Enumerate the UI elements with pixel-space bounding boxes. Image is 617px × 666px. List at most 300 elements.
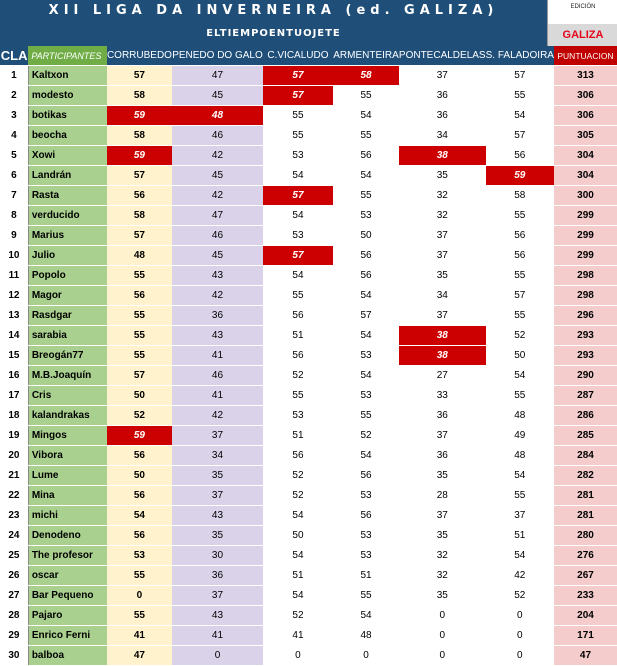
score-cell: 59: [107, 426, 172, 446]
rank-cell: 2: [0, 86, 28, 106]
total-cell: 296: [554, 306, 617, 326]
header-participants: PARTICIPANTES: [28, 46, 106, 66]
score-cell: 35: [172, 526, 263, 546]
total-cell: 285: [554, 426, 617, 446]
score-cell: 58: [486, 186, 554, 206]
participant-name: modesto: [28, 86, 106, 106]
score-cell: 57: [263, 86, 333, 106]
score-cell: 50: [107, 386, 172, 406]
score-cell: 51: [263, 326, 333, 346]
score-cell: 53: [333, 346, 399, 366]
participant-name: Mingos: [28, 426, 106, 446]
score-cell: 0: [486, 646, 554, 666]
total-cell: 306: [554, 86, 617, 106]
score-cell: 56: [333, 506, 399, 526]
score-cell: 55: [107, 306, 172, 326]
score-cell: 54: [333, 446, 399, 466]
score-cell: 0: [107, 586, 172, 606]
score-cell: 55: [107, 606, 172, 626]
total-cell: 299: [554, 246, 617, 266]
table-row: [0, 206, 617, 226]
score-cell: 43: [172, 506, 263, 526]
score-cell: 57: [107, 226, 172, 246]
table-row: [0, 106, 617, 126]
table-row: [0, 386, 617, 406]
rank-cell: 14: [0, 326, 28, 346]
score-cell: 56: [263, 346, 333, 366]
rank-cell: 9: [0, 226, 28, 246]
score-cell: 46: [172, 366, 263, 386]
score-cell: 57: [107, 166, 172, 186]
score-cell: 37: [172, 426, 263, 446]
rank-cell: 3: [0, 106, 28, 126]
score-cell: 55: [333, 586, 399, 606]
score-cell: 54: [263, 546, 333, 566]
total-cell: 293: [554, 346, 617, 366]
score-cell: 41: [172, 626, 263, 646]
score-cell: 35: [399, 166, 486, 186]
score-cell: 46: [172, 126, 263, 146]
score-cell: 37: [399, 306, 486, 326]
table-row: [0, 226, 617, 246]
score-cell: 0: [486, 626, 554, 646]
score-cell: 51: [263, 426, 333, 446]
header-station: CORRUBEDO: [107, 46, 172, 66]
score-cell: 51: [263, 566, 333, 586]
score-cell: 45: [172, 246, 263, 266]
score-cell: 56: [333, 266, 399, 286]
participant-name: kalandrakas: [28, 406, 106, 426]
score-cell: 53: [263, 226, 333, 246]
score-cell: 56: [263, 446, 333, 466]
rank-cell: 18: [0, 406, 28, 426]
table-row: [0, 126, 617, 146]
rank-cell: 29: [0, 626, 28, 646]
rank-cell: 23: [0, 506, 28, 526]
score-cell: 55: [486, 306, 554, 326]
score-cell: 54: [333, 326, 399, 346]
participant-name: Breogán77: [28, 346, 106, 366]
score-cell: 55: [333, 126, 399, 146]
rank-cell: 24: [0, 526, 28, 546]
score-cell: 56: [333, 146, 399, 166]
header-cla: CLA: [0, 46, 28, 66]
rank-cell: 12: [0, 286, 28, 306]
header-station: S. FALADOIRA: [486, 46, 554, 66]
table-row: [0, 506, 617, 526]
score-cell: 52: [333, 426, 399, 446]
score-cell: 54: [486, 466, 554, 486]
rank-cell: 25: [0, 546, 28, 566]
score-cell: 52: [263, 486, 333, 506]
participant-name: botikas: [28, 106, 106, 126]
score-cell: 48: [486, 406, 554, 426]
table-row: [0, 186, 617, 206]
participant-name: oscar: [28, 566, 106, 586]
rank-cell: 5: [0, 146, 28, 166]
score-cell: 54: [263, 506, 333, 526]
participant-name: michi: [28, 506, 106, 526]
rank-cell: 11: [0, 266, 28, 286]
score-cell: 55: [333, 86, 399, 106]
score-cell: 55: [263, 386, 333, 406]
score-cell: 54: [486, 366, 554, 386]
score-cell: 57: [263, 66, 333, 86]
table-row: [0, 466, 617, 486]
table-row: [0, 306, 617, 326]
score-cell: 37: [399, 66, 486, 86]
total-cell: 299: [554, 206, 617, 226]
participant-name: Denodeno: [28, 526, 106, 546]
score-cell: 53: [333, 386, 399, 406]
score-cell: 56: [333, 466, 399, 486]
total-cell: 204: [554, 606, 617, 626]
score-cell: 0: [399, 646, 486, 666]
score-cell: 54: [486, 106, 554, 126]
rank-cell: 15: [0, 346, 28, 366]
score-cell: 45: [172, 166, 263, 186]
score-cell: 55: [486, 486, 554, 506]
score-cell: 0: [399, 626, 486, 646]
score-cell: 41: [172, 386, 263, 406]
score-cell: 36: [399, 406, 486, 426]
score-cell: 43: [172, 326, 263, 346]
score-cell: 43: [172, 266, 263, 286]
score-cell: 42: [172, 186, 263, 206]
table-row: [0, 586, 617, 606]
score-cell: 37: [486, 506, 554, 526]
total-cell: 267: [554, 566, 617, 586]
total-cell: 276: [554, 546, 617, 566]
score-cell: 54: [333, 286, 399, 306]
participant-name: Popolo: [28, 266, 106, 286]
participant-name: Cris: [28, 386, 106, 406]
score-cell: 38: [399, 326, 486, 346]
score-cell: 50: [333, 226, 399, 246]
score-cell: 34: [399, 126, 486, 146]
score-cell: 59: [107, 106, 172, 126]
participant-name: Kaltxon: [28, 66, 106, 86]
score-cell: 56: [486, 146, 554, 166]
table-row: [0, 146, 617, 166]
score-cell: 35: [399, 266, 486, 286]
score-cell: 56: [333, 246, 399, 266]
score-cell: 52: [107, 406, 172, 426]
table-row: [0, 286, 617, 306]
league-title: XII LIGA DA INVERNEIRA (ed. GALIZA): [0, 0, 547, 22]
total-cell: 293: [554, 326, 617, 346]
score-cell: 36: [399, 106, 486, 126]
score-cell: 56: [107, 286, 172, 306]
total-cell: 305: [554, 126, 617, 146]
score-cell: 41: [263, 626, 333, 646]
score-cell: 47: [172, 66, 263, 86]
score-cell: 37: [172, 486, 263, 506]
rank-cell: 6: [0, 166, 28, 186]
score-cell: 56: [107, 186, 172, 206]
participant-name: Rasta: [28, 186, 106, 206]
table-row: [0, 646, 617, 666]
score-cell: 37: [399, 506, 486, 526]
score-cell: 55: [486, 206, 554, 226]
score-cell: 37: [399, 426, 486, 446]
total-cell: 299: [554, 226, 617, 246]
total-cell: 47: [554, 646, 617, 666]
participant-name: Enrico Ferni: [28, 626, 106, 646]
score-cell: 55: [263, 286, 333, 306]
score-cell: 51: [333, 566, 399, 586]
score-cell: 32: [399, 566, 486, 586]
score-cell: 52: [263, 366, 333, 386]
score-cell: 57: [486, 286, 554, 306]
rank-cell: 19: [0, 426, 28, 446]
score-cell: 56: [107, 446, 172, 466]
score-cell: 53: [333, 206, 399, 226]
score-cell: 45: [172, 86, 263, 106]
rank-cell: 27: [0, 586, 28, 606]
total-cell: 298: [554, 266, 617, 286]
total-cell: 298: [554, 286, 617, 306]
rank-cell: 26: [0, 566, 28, 586]
header-station: PONTECALDELAS: [399, 46, 486, 66]
score-cell: 49: [486, 426, 554, 446]
rank-cell: 28: [0, 606, 28, 626]
score-cell: 37: [399, 226, 486, 246]
score-cell: 54: [263, 266, 333, 286]
table-row: [0, 366, 617, 386]
rank-cell: 4: [0, 126, 28, 146]
table-row: [0, 446, 617, 466]
score-cell: 56: [486, 246, 554, 266]
header-station: ARMENTEIRA: [333, 46, 399, 66]
edition-value: GALIZA: [548, 24, 617, 46]
participant-name: Marius: [28, 226, 106, 246]
score-cell: 55: [263, 126, 333, 146]
header-station: PENEDO DO GALO: [172, 46, 263, 66]
score-cell: 58: [107, 126, 172, 146]
score-cell: 38: [399, 346, 486, 366]
score-cell: 41: [107, 626, 172, 646]
score-cell: 57: [263, 186, 333, 206]
total-cell: 280: [554, 526, 617, 546]
score-cell: 54: [333, 606, 399, 626]
rank-cell: 10: [0, 246, 28, 266]
score-cell: 55: [486, 86, 554, 106]
score-cell: 54: [333, 166, 399, 186]
score-cell: 55: [486, 386, 554, 406]
table-row: [0, 486, 617, 506]
table-row: [0, 626, 617, 646]
score-cell: 0: [486, 606, 554, 626]
table-row: [0, 426, 617, 446]
rank-cell: 8: [0, 206, 28, 226]
score-cell: 55: [333, 186, 399, 206]
score-cell: 53: [333, 486, 399, 506]
score-cell: 33: [399, 386, 486, 406]
total-cell: 281: [554, 486, 617, 506]
score-cell: 59: [107, 146, 172, 166]
table-row: [0, 166, 617, 186]
score-cell: 0: [399, 606, 486, 626]
participant-name: Julio: [28, 246, 106, 266]
score-cell: 0: [172, 646, 263, 666]
score-cell: 53: [333, 546, 399, 566]
total-cell: 281: [554, 506, 617, 526]
total-cell: 290: [554, 366, 617, 386]
edition-box: [547, 0, 617, 46]
score-cell: 50: [107, 466, 172, 486]
rank-cell: 21: [0, 466, 28, 486]
score-cell: 32: [399, 546, 486, 566]
rank-cell: 7: [0, 186, 28, 206]
total-cell: 286: [554, 406, 617, 426]
score-cell: 58: [107, 86, 172, 106]
total-cell: 313: [554, 66, 617, 86]
score-cell: 51: [486, 526, 554, 546]
score-cell: 56: [107, 486, 172, 506]
score-cell: 42: [486, 566, 554, 586]
score-cell: 54: [263, 166, 333, 186]
header-station: C.VICALUDO: [263, 46, 333, 66]
score-cell: 52: [486, 586, 554, 606]
participant-name: Xowi: [28, 146, 106, 166]
header-total: PUNTUACION: [554, 46, 617, 66]
rank-cell: 1: [0, 66, 28, 86]
score-cell: 36: [399, 86, 486, 106]
rank-cell: 16: [0, 366, 28, 386]
score-cell: 46: [172, 226, 263, 246]
score-cell: 57: [486, 126, 554, 146]
table-row: [0, 406, 617, 426]
score-cell: 57: [107, 366, 172, 386]
table-header-row: [0, 46, 617, 66]
score-cell: 47: [172, 206, 263, 226]
score-cell: 32: [399, 186, 486, 206]
score-cell: 52: [486, 326, 554, 346]
participant-name: Bar Pequeno: [28, 586, 106, 606]
score-cell: 30: [172, 546, 263, 566]
score-cell: 56: [486, 226, 554, 246]
table-row: [0, 566, 617, 586]
score-cell: 27: [399, 366, 486, 386]
score-cell: 54: [333, 106, 399, 126]
participant-name: Pajaro: [28, 606, 106, 626]
score-cell: 55: [107, 326, 172, 346]
score-cell: 55: [486, 266, 554, 286]
score-cell: 43: [172, 606, 263, 626]
total-cell: 300: [554, 186, 617, 206]
score-cell: 48: [107, 246, 172, 266]
score-cell: 48: [486, 446, 554, 466]
rank-cell: 20: [0, 446, 28, 466]
score-cell: 52: [263, 466, 333, 486]
table-row: [0, 606, 617, 626]
score-cell: 0: [263, 646, 333, 666]
score-cell: 54: [107, 506, 172, 526]
participant-name: Magor: [28, 286, 106, 306]
total-cell: 284: [554, 446, 617, 466]
table-row: [0, 546, 617, 566]
rank-cell: 13: [0, 306, 28, 326]
score-cell: 36: [399, 446, 486, 466]
score-cell: 54: [486, 546, 554, 566]
score-cell: 37: [172, 586, 263, 606]
score-cell: 54: [263, 206, 333, 226]
table-row: [0, 526, 617, 546]
table-row: [0, 266, 617, 286]
rank-cell: 22: [0, 486, 28, 506]
score-cell: 55: [107, 266, 172, 286]
score-cell: 50: [263, 526, 333, 546]
participant-name: sarabia: [28, 326, 106, 346]
score-cell: 41: [172, 346, 263, 366]
score-cell: 55: [107, 566, 172, 586]
score-cell: 53: [263, 406, 333, 426]
participant-name: balboa: [28, 646, 106, 666]
table-row: [0, 346, 617, 366]
score-cell: 35: [399, 466, 486, 486]
score-cell: 34: [399, 286, 486, 306]
total-cell: 306: [554, 106, 617, 126]
table-row: [0, 246, 617, 266]
score-cell: 36: [172, 306, 263, 326]
participant-name: M.B.Joaquín: [28, 366, 106, 386]
score-cell: 32: [399, 206, 486, 226]
score-cell: 53: [107, 546, 172, 566]
score-cell: 53: [263, 146, 333, 166]
participant-name: Landrán: [28, 166, 106, 186]
total-cell: 282: [554, 466, 617, 486]
score-cell: 36: [172, 566, 263, 586]
score-cell: 47: [107, 646, 172, 666]
score-cell: 35: [399, 586, 486, 606]
score-cell: 56: [107, 526, 172, 546]
score-cell: 0: [333, 646, 399, 666]
score-cell: 37: [399, 246, 486, 266]
score-cell: 35: [399, 526, 486, 546]
total-cell: 304: [554, 146, 617, 166]
score-cell: 57: [486, 66, 554, 86]
participant-name: beocha: [28, 126, 106, 146]
edition-label: EDICIÓN: [570, 4, 596, 10]
participant-name: Vibora: [28, 446, 106, 466]
score-cell: 38: [399, 146, 486, 166]
score-cell: 58: [333, 66, 399, 86]
score-cell: 42: [172, 146, 263, 166]
score-cell: 55: [107, 346, 172, 366]
score-cell: 35: [172, 466, 263, 486]
score-cell: 52: [263, 606, 333, 626]
score-cell: 48: [172, 106, 263, 126]
participant-name: Rasdgar: [28, 306, 106, 326]
score-cell: 56: [263, 306, 333, 326]
standings-table: [0, 46, 617, 666]
total-cell: 171: [554, 626, 617, 646]
rank-cell: 30: [0, 646, 28, 666]
rank-cell: 17: [0, 386, 28, 406]
table-row: [0, 326, 617, 346]
score-cell: 54: [263, 586, 333, 606]
score-cell: 57: [263, 246, 333, 266]
score-cell: 54: [333, 366, 399, 386]
score-cell: 34: [172, 446, 263, 466]
score-cell: 48: [333, 626, 399, 646]
score-cell: 57: [333, 306, 399, 326]
score-cell: 28: [399, 486, 486, 506]
score-cell: 59: [486, 166, 554, 186]
participant-name: Lume: [28, 466, 106, 486]
league-subtitle: ELTIEMPOENTUOJETE: [0, 22, 547, 46]
